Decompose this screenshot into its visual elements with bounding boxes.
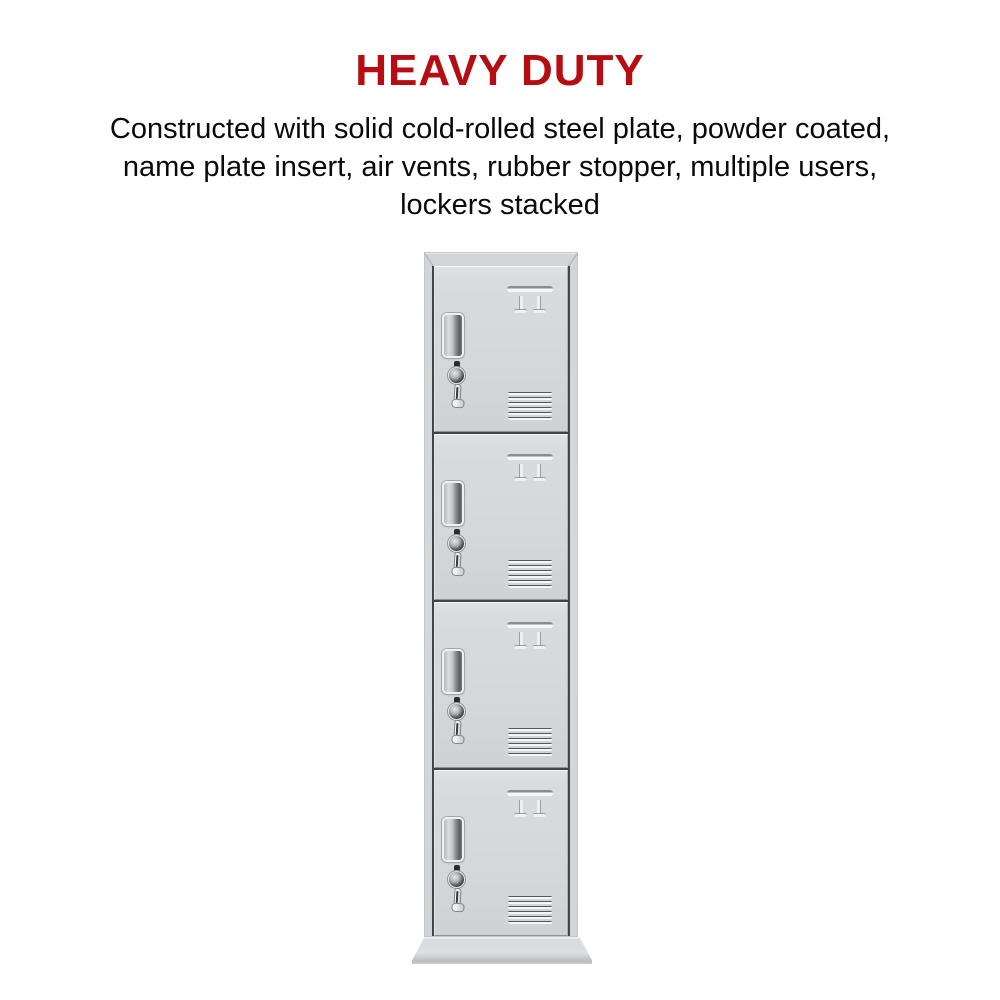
door-handle: [442, 817, 464, 862]
lock-icon: [448, 367, 465, 384]
name-plate-bar: [507, 790, 553, 796]
key-icon: [453, 384, 461, 405]
name-plate-clip-right: [533, 800, 546, 817]
lock-icon: [448, 535, 465, 552]
description-line-2: name plate insert, air vents, rubber stopper, multiple users,: [122, 151, 878, 183]
name-plate-bar: [507, 622, 553, 628]
product-description: [0, 110, 1000, 224]
name-plate-clip-right: [533, 464, 546, 481]
name-plate-bar: [507, 286, 553, 292]
key-icon: [453, 552, 461, 573]
air-vents-icon: [508, 560, 552, 590]
name-plate-clip-left: [514, 632, 527, 649]
locker-doors-area: [432, 266, 570, 936]
name-plate-clip-right: [533, 296, 546, 313]
name-plate-clip-left: [514, 296, 527, 313]
key-icon: [453, 720, 461, 741]
locker-door-1: [434, 266, 568, 432]
locker-door-2: [434, 434, 568, 600]
description-line-1: Constructed with solid cold-rolled steel plate, powder coated,: [109, 113, 891, 145]
name-plate-icon: [507, 622, 553, 650]
air-vents-icon: [508, 392, 552, 422]
name-plate-clip-right: [533, 632, 546, 649]
locker-base: [412, 937, 592, 964]
name-plate-bar: [507, 454, 553, 460]
product-headline: HEAVY DUTY: [355, 46, 645, 95]
name-plate-icon: [507, 790, 553, 818]
key-icon: [453, 888, 461, 909]
door-handle: [442, 649, 464, 694]
locker-door-4: [434, 770, 568, 936]
description-line-3: lockers stacked: [400, 189, 600, 221]
name-plate-icon: [507, 286, 553, 314]
name-plate-clip-left: [514, 800, 527, 817]
locker-cabinet: [424, 252, 578, 937]
name-plate-clip-left: [514, 464, 527, 481]
locker-door-3: [434, 602, 568, 768]
lock-icon: [448, 871, 465, 888]
lock-icon: [448, 703, 465, 720]
name-plate-icon: [507, 454, 553, 482]
door-handle: [442, 313, 464, 358]
air-vents-icon: [508, 896, 552, 926]
air-vents-icon: [508, 728, 552, 758]
door-handle: [442, 481, 464, 526]
